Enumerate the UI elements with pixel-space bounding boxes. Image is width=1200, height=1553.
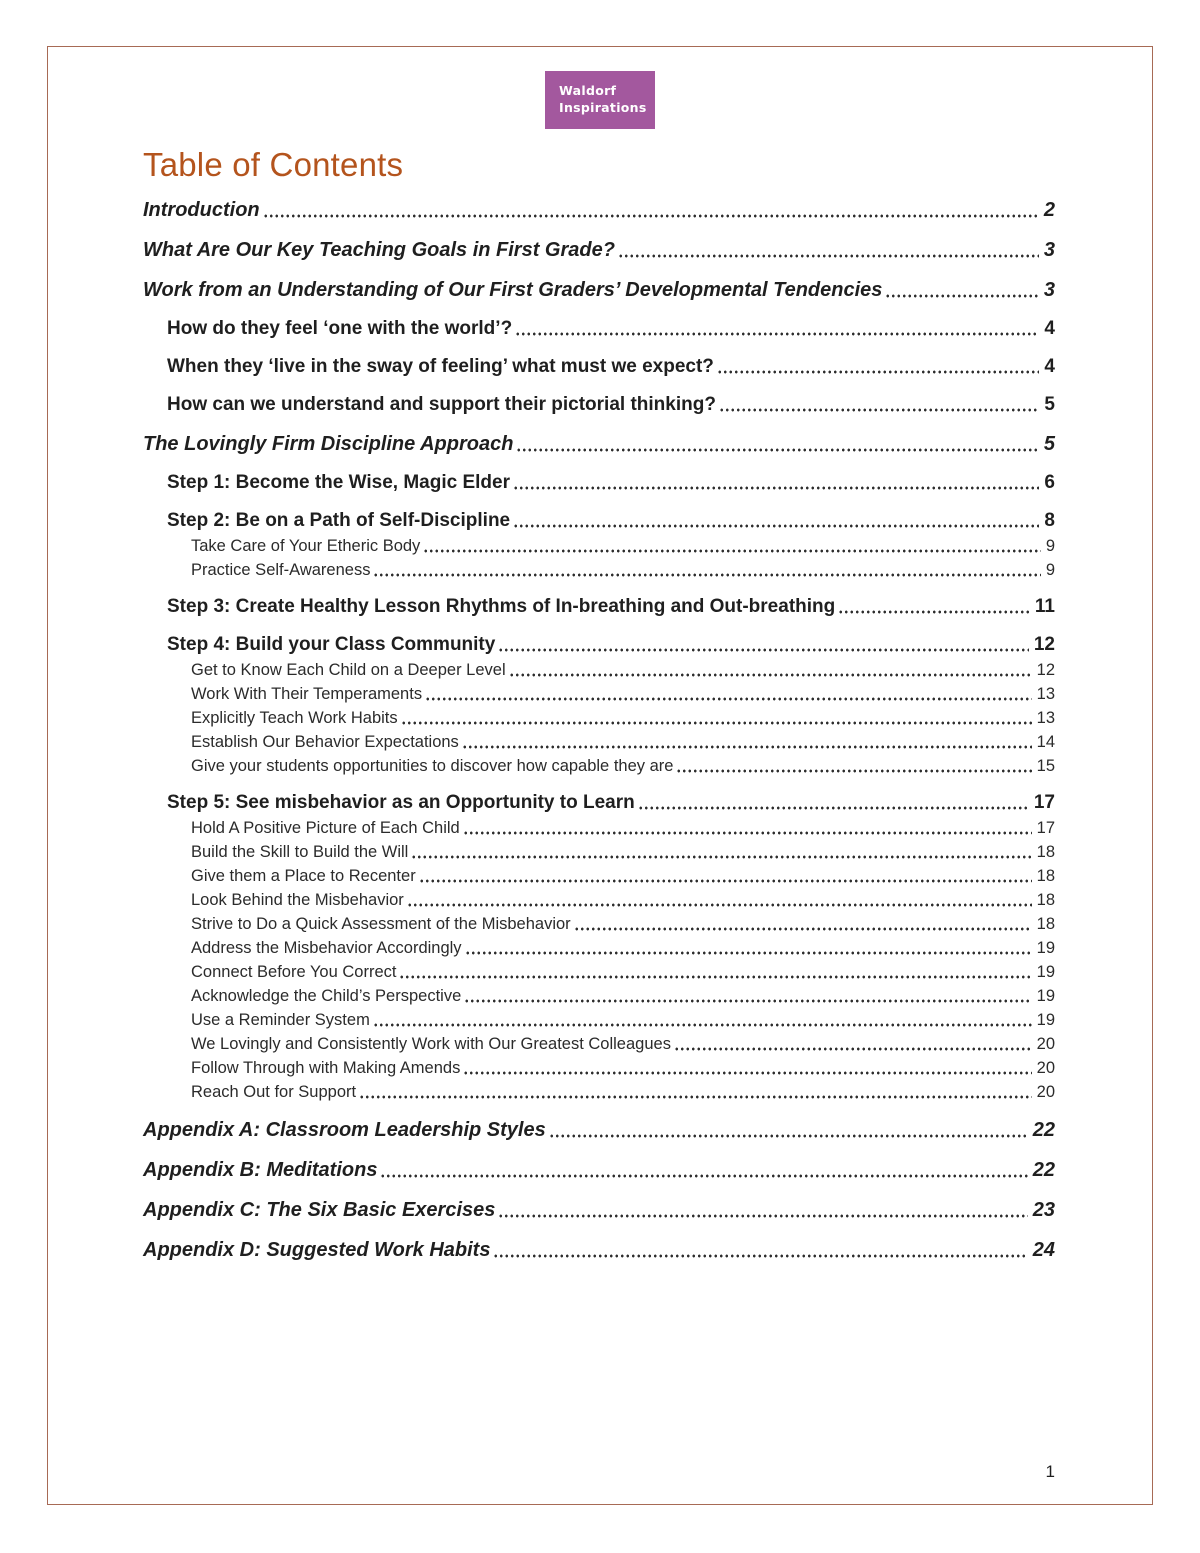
dot-leader	[638, 790, 1029, 816]
dot-leader	[423, 534, 1041, 558]
toc-entry-text: Appendix C: The Six Basic Exercises	[143, 1199, 496, 1221]
toc-entry[interactable]	[167, 316, 1055, 342]
toc-entry-page-number: 19	[1036, 987, 1055, 1005]
dot-leader	[373, 558, 1040, 582]
toc-entry-text: Establish Our Behavior Expectations	[191, 733, 459, 751]
toc-entry-page-number: 18	[1036, 915, 1055, 933]
toc-entry-page-number: 17	[1033, 792, 1055, 813]
toc-entry-page-number: 23	[1032, 1199, 1055, 1221]
toc-entry-page-number: 17	[1036, 819, 1055, 837]
toc-entry-page-number: 19	[1036, 939, 1055, 957]
toc-entry[interactable]	[167, 392, 1055, 418]
dot-leader	[407, 888, 1032, 912]
dot-leader	[419, 864, 1032, 888]
toc-entry-text: Get to Know Each Child on a Deeper Level	[191, 661, 506, 679]
toc-entry[interactable]	[191, 658, 1055, 682]
logo-line-2: Inspirations	[559, 100, 647, 115]
toc-entry-text: Strive to Do a Quick Assessment of the Misbehavior	[191, 915, 571, 933]
toc-entry[interactable]	[143, 1197, 1055, 1224]
toc-entry-page-number: 24	[1032, 1239, 1055, 1261]
toc-entry[interactable]	[191, 1056, 1055, 1080]
toc-entry[interactable]	[191, 682, 1055, 706]
toc-entry[interactable]	[143, 431, 1055, 458]
toc-entry[interactable]	[191, 706, 1055, 730]
toc-entry-page-number: 6	[1044, 472, 1055, 493]
toc-entry[interactable]	[191, 936, 1055, 960]
footer-page-number: 1	[1045, 1462, 1055, 1481]
toc-entry-page-number: 9	[1045, 561, 1055, 579]
dot-leader	[674, 1032, 1032, 1056]
toc-entry-text: What Are Our Key Teaching Goals in First Grade?	[143, 239, 615, 261]
toc-entry-page-number: 12	[1036, 661, 1055, 679]
toc-entry-text: Use a Reminder System	[191, 1011, 370, 1029]
toc-entry-text: Address the Misbehavior Accordingly	[191, 939, 462, 957]
toc-entry-page-number: 18	[1036, 891, 1055, 909]
toc-entry[interactable]	[191, 754, 1055, 778]
toc-entry[interactable]	[167, 632, 1055, 658]
toc-entry[interactable]	[191, 1008, 1055, 1032]
toc-entry-text: Appendix D: Suggested Work Habits	[143, 1239, 491, 1261]
dot-leader	[411, 840, 1031, 864]
toc-entry-page-number: 3	[1043, 239, 1055, 261]
toc-entry[interactable]	[143, 1237, 1055, 1264]
toc-entry-text: Work With Their Temperaments	[191, 685, 423, 703]
toc-entry[interactable]	[143, 1117, 1055, 1144]
toc-entry[interactable]	[167, 790, 1055, 816]
toc-entry[interactable]	[167, 594, 1055, 620]
toc-entry-text: Take Care of Your Etheric Body	[191, 537, 421, 555]
toc-entry-text: Hold A Positive Picture of Each Child	[191, 819, 460, 837]
toc-entry-text: Follow Through with Making Amends	[191, 1059, 461, 1077]
toc-entry-text: Appendix A: Classroom Leadership Styles	[143, 1119, 546, 1141]
toc-entry-page-number: 11	[1034, 596, 1055, 617]
toc-entry-page-number: 4	[1044, 356, 1055, 377]
toc-entry[interactable]	[191, 840, 1055, 864]
toc-entry[interactable]	[191, 912, 1055, 936]
waldorf-inspirations-logo	[545, 71, 655, 129]
dot-leader	[401, 706, 1032, 730]
toc-entry-text: How do they feel ‘one with the world’?	[167, 318, 513, 339]
toc-entry-page-number: 19	[1036, 1011, 1055, 1029]
dot-leader	[498, 1197, 1027, 1224]
toc-entry[interactable]	[143, 197, 1055, 224]
toc-entry-page-number: 19	[1036, 963, 1055, 981]
toc-entry[interactable]	[191, 816, 1055, 840]
toc-entry-text: Reach Out for Support	[191, 1083, 357, 1101]
dot-leader	[885, 277, 1038, 304]
toc-entry-page-number: 3	[1043, 279, 1055, 301]
dot-leader	[263, 197, 1039, 224]
dot-leader	[462, 730, 1032, 754]
dot-leader	[464, 984, 1031, 1008]
page-border	[47, 46, 1153, 1505]
toc-entry-page-number: 5	[1043, 433, 1055, 455]
toc-entry-text: Explicitly Teach Work Habits	[191, 709, 398, 727]
toc-entry-text: The Lovingly Firm Discipline Approach	[143, 433, 514, 455]
toc-entry-page-number: 5	[1044, 394, 1055, 415]
toc-entry-page-number: 15	[1036, 757, 1055, 775]
toc-entry[interactable]	[191, 960, 1055, 984]
toc-entry-page-number: 14	[1036, 733, 1055, 751]
dot-leader	[838, 594, 1030, 620]
toc-entry-page-number: 22	[1032, 1119, 1055, 1141]
toc-entry-page-number: 13	[1036, 709, 1055, 727]
toc-entry-page-number: 20	[1036, 1035, 1055, 1053]
dot-leader	[373, 1008, 1032, 1032]
dot-leader	[513, 508, 1039, 534]
toc-entry-text: Step 2: Be on a Path of Self-Discipline	[167, 510, 511, 531]
toc-entry-page-number: 9	[1045, 537, 1055, 555]
toc-list	[143, 197, 1055, 1264]
toc-entry[interactable]	[167, 354, 1055, 380]
toc-entry-text: We Lovingly and Consistently Work with Our Greatest Colleagues	[191, 1035, 671, 1053]
toc-entry[interactable]	[143, 1157, 1055, 1184]
toc-entry[interactable]	[191, 1080, 1055, 1104]
dot-leader	[509, 658, 1032, 682]
toc-entry-page-number: 2	[1043, 199, 1055, 221]
toc-entry[interactable]	[167, 470, 1055, 496]
toc-entry[interactable]	[191, 558, 1055, 582]
dot-leader	[515, 316, 1039, 342]
toc-entry-page-number: 20	[1036, 1059, 1055, 1077]
toc-entry-text: How can we understand and support their pictorial thinking?	[167, 394, 716, 415]
toc-entry-text: Work from an Understanding of Our First Graders’ Developmental Tendencies	[143, 279, 883, 301]
toc-entry-page-number: 22	[1032, 1159, 1055, 1181]
dot-leader	[493, 1237, 1027, 1264]
toc-entry-text: Connect Before You Correct	[191, 963, 397, 981]
toc-entry[interactable]	[191, 888, 1055, 912]
toc-entry[interactable]	[143, 237, 1055, 264]
dot-leader	[380, 1157, 1027, 1184]
toc-entry-text: Introduction	[143, 199, 260, 221]
toc-entry[interactable]	[143, 277, 1055, 304]
toc-entry-text: Appendix B: Meditations	[143, 1159, 378, 1181]
dot-leader	[513, 470, 1039, 496]
toc-entry-text: Acknowledge the Child’s Perspective	[191, 987, 462, 1005]
toc-entry-page-number: 20	[1036, 1083, 1055, 1101]
toc-entry[interactable]	[191, 1032, 1055, 1056]
toc-entry-text: Step 1: Become the Wise, Magic Elder	[167, 472, 510, 493]
dot-leader	[359, 1080, 1032, 1104]
toc-entry[interactable]	[191, 864, 1055, 888]
dot-leader	[516, 431, 1038, 458]
dot-leader	[549, 1117, 1028, 1144]
toc-entry-text: Step 5: See misbehavior as an Opportunity to Learn	[167, 792, 635, 813]
toc-entry-text: Build the Skill to Build the Will	[191, 843, 409, 861]
dot-leader	[463, 1056, 1031, 1080]
dot-leader	[618, 237, 1039, 264]
dot-leader	[719, 392, 1040, 418]
toc-entry-page-number: 12	[1033, 634, 1055, 655]
toc-entry-text: Practice Self-Awareness	[191, 561, 371, 579]
toc-entry-text: Give your students opportunities to discover how capable they are	[191, 757, 674, 775]
dot-leader	[399, 960, 1031, 984]
dot-leader	[498, 632, 1029, 658]
toc-entry-page-number: 13	[1036, 685, 1055, 703]
page-title: Table of Contents	[143, 146, 404, 183]
dot-leader	[717, 354, 1040, 380]
toc-entry-text: Give them a Place to Recenter	[191, 867, 416, 885]
toc-entry[interactable]	[167, 508, 1055, 534]
dot-leader	[676, 754, 1031, 778]
toc-entry-text: Look Behind the Misbehavior	[191, 891, 404, 909]
toc-entry-page-number: 18	[1036, 843, 1055, 861]
toc-entry-page-number: 18	[1036, 867, 1055, 885]
dot-leader	[425, 682, 1032, 706]
toc-entry[interactable]	[191, 984, 1055, 1008]
toc-entry-text: Step 4: Build your Class Community	[167, 634, 496, 655]
dot-leader	[463, 816, 1032, 840]
toc-entry-page-number: 8	[1044, 510, 1055, 531]
toc-entry[interactable]	[191, 730, 1055, 754]
dot-leader	[574, 912, 1032, 936]
toc-entry-text: Step 3: Create Healthy Lesson Rhythms of In-breathing and Out-breathing	[167, 596, 836, 617]
toc-entry[interactable]	[191, 534, 1055, 558]
logo-line-1: Waldorf	[559, 83, 617, 99]
dot-leader	[465, 936, 1032, 960]
toc-entry-page-number: 4	[1044, 318, 1055, 339]
toc-entry-text: When they ‘live in the sway of feeling’ what must we expect?	[167, 356, 714, 377]
